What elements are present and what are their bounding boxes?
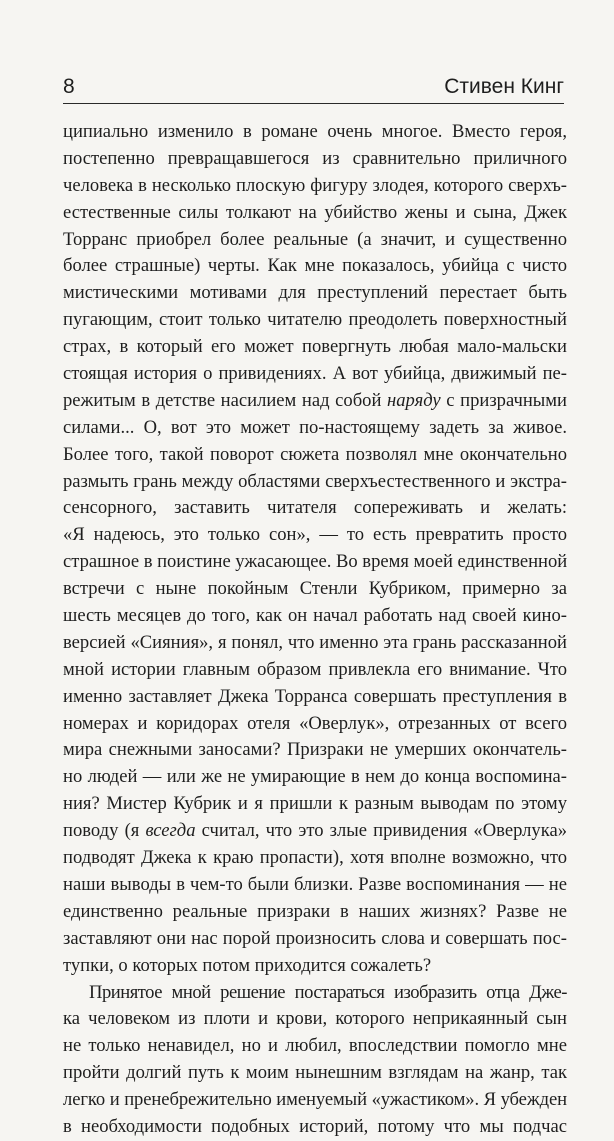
text-line: «Я надеюсь, это только сон», — то есть превратить просто [63,524,567,546]
text-line: размыть грань между областями сверхъестественного и экстра- [63,470,567,492]
emphasis: всегда [145,820,196,842]
text-line: не только ненавидел, но и любил, впоследствии помогло мне [63,1035,567,1057]
text-line: режитым в детстве насилием над собой наряду с призрачными [63,389,567,411]
text-line: ка человеком из плоти и крови, которого неприкаянный сын [63,1008,567,1030]
text-line: силами... О, вот это может по-настоящему задеть за живое. [63,416,567,438]
text-line: ния? Мистер Кубрик и я пришли к разным выводам по этому [63,793,567,815]
text-line: подводят Джека к краю пропасти), хотя вполне возможно, что [63,847,567,869]
text-line: номерах и коридорах отеля «Оверлук», отрезанных от всего [63,712,567,734]
text-line: легко и пренебрежительно именуемый «ужастиком». Я убежден [63,1089,567,1111]
page-number: 8 [63,75,75,98]
text-line: в необходимости подобных историй, потому что мы подчас [63,1115,567,1137]
page-header [63,74,564,102]
header-rule [63,103,564,104]
text-line: встречи с ныне покойным Стенли Кубриком, примерно за [63,578,567,600]
text-line: стоящая история о привидениях. А вот убийца, движимый пе- [63,363,567,385]
text-line: естественные силы толкают на убийство жены и сына, Джек [63,201,567,223]
text-line: шесть месяцев до того, как он начал работать над своей кино- [63,605,567,627]
text-line: единственно реальные призраки в наших жизнях? Разве не [63,900,567,922]
text-line: постепенно превращавшегося из сравнительно приличного [63,147,567,169]
emphasis: наряду [387,389,441,411]
text-line: поводу (я всегда считал, что это злые привидения «Оверлука» [63,820,567,842]
text-line: пугающим, стоит только читателю преодолеть поверхностный [63,309,567,331]
text-line: мистическими мотивами для преступлений перестает быть [63,282,567,304]
text-line: ципиально изменило в романе очень многое. Вместо героя, [63,121,567,142]
body-text [63,119,567,1141]
text-line: именно заставляет Джека Торранса совершать преступления в [63,685,567,707]
text-line: версией «Сияния», я понял, что именно эта грань рассказанной [63,631,567,653]
text-line: заставляют они нас порой произносить слова и совершать пос- [63,927,567,949]
text-line: более страшные) черты. Как мне показалось, убийца с чисто [63,255,567,277]
text-line: сенсорного, заставить читателя сопереживать и желать: [63,497,567,519]
text-line: Более того, такой поворот сюжета позволял мне окончательно [63,443,567,465]
text-line: человека в несколько плоскую фигуру злодея, которого сверхъ- [63,174,567,196]
text-line: Принятое мной решение постараться изобразить отца Дже- [89,981,567,1003]
running-head-author: Стивен Кинг [444,75,564,98]
text-line: страшное в поистине ужасающее. Во время моей единственной [63,551,568,573]
text-line: страх, в который его может повергнуть любая мало-мальски [63,336,567,358]
text-line: пройти долгий путь к моим нынешним взглядам на жанр, так [63,1062,567,1084]
text-line: но людей — или же не умирающие в нем до конца воспомина- [63,766,567,788]
text-line: мной истории главным образом привлекла его внимание. Что [63,658,567,680]
text-line: наши выводы в чем-то были близки. Разве воспоминания — не [63,873,567,895]
text-line: мира снежными заносами? Призраки не умерших окончатель- [63,739,567,761]
text-line: тупки, о которых потом приходится сожалеть? [63,954,432,976]
text-line: Торранс приобрел более реальные (а значит, и существенно [63,228,567,250]
